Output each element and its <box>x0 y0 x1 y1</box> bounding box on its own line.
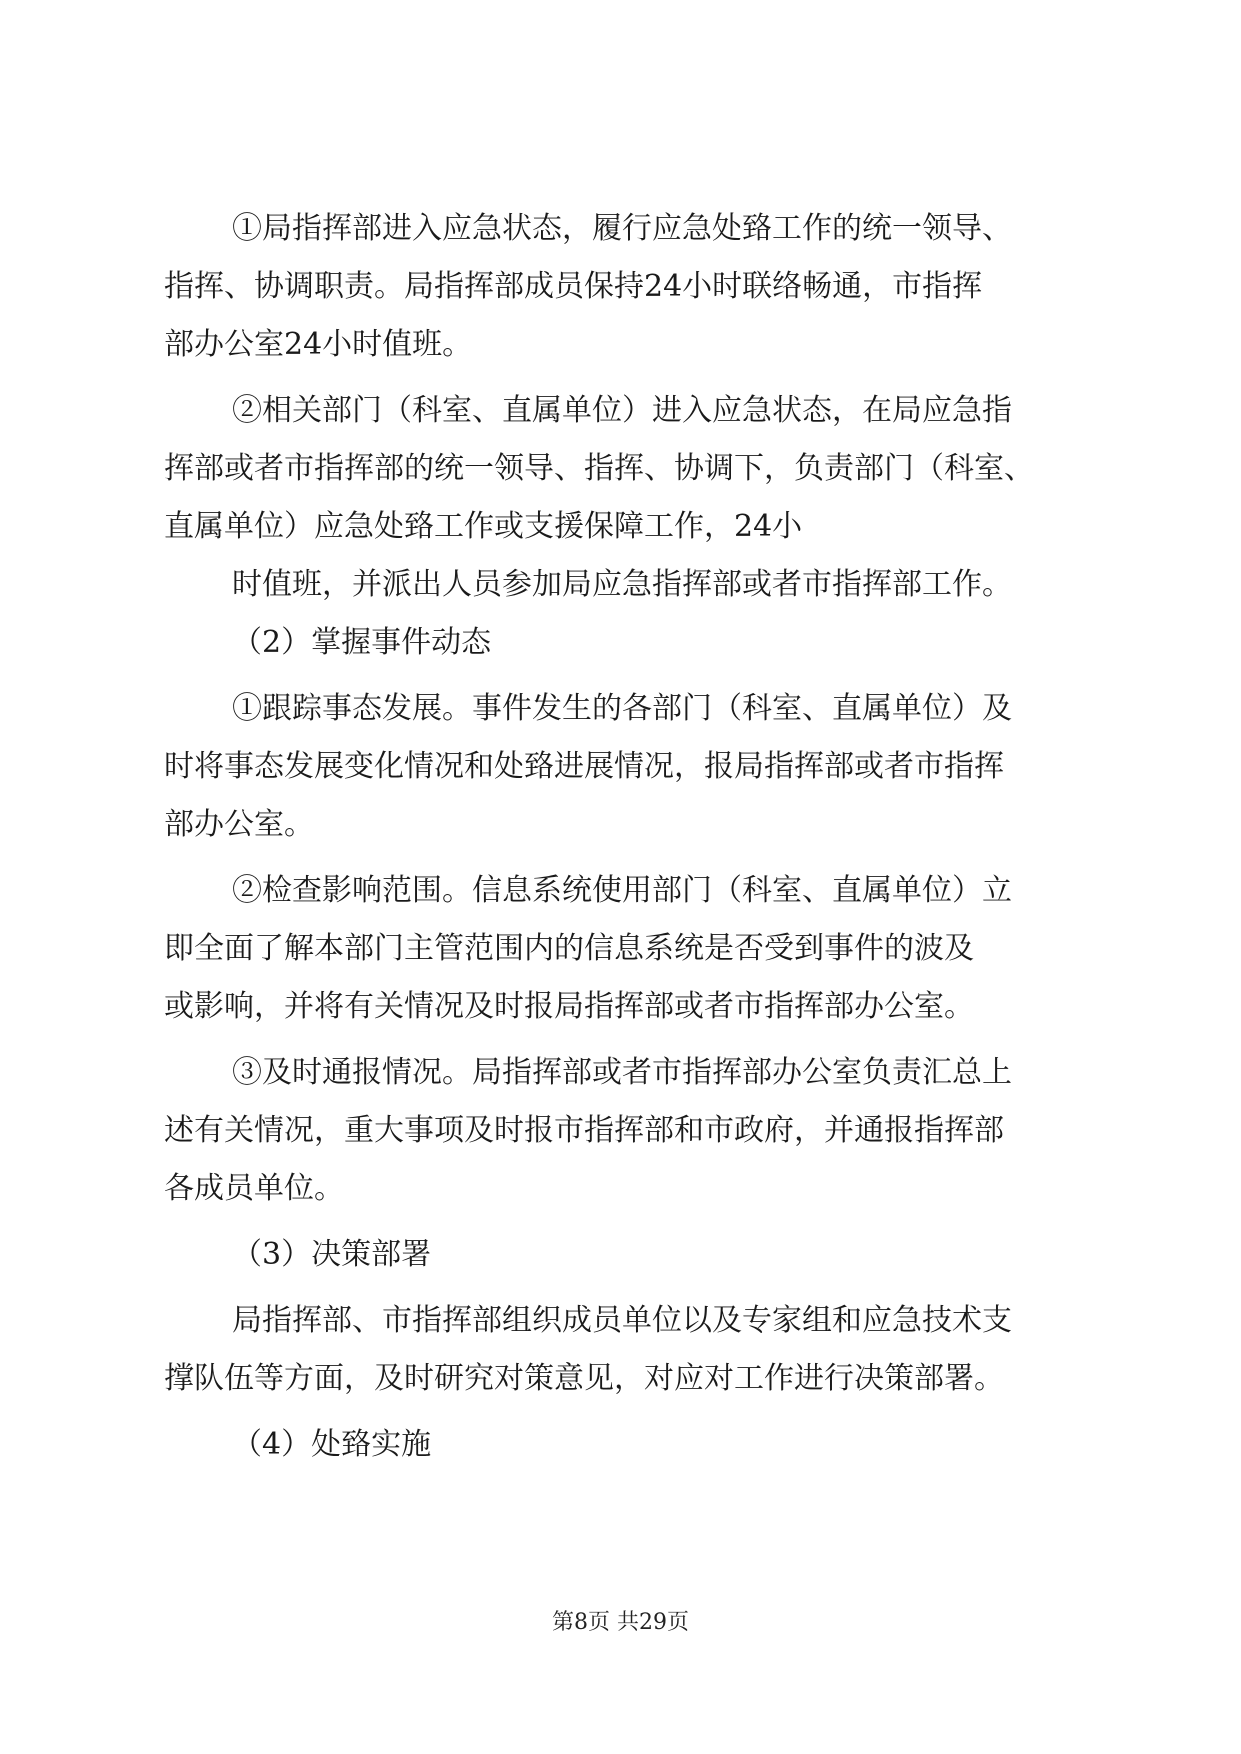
paragraph-5 <box>164 862 1084 1036</box>
text-line: 直属单位）应急处臵工作或支援保障工作，24小 <box>164 509 803 544</box>
text-line: 局指挥部、市指挥部组织成员单位以及专家组和应急技术支 <box>232 1303 1012 1338</box>
text-line: 即全面了解本部门主管范围内的信息系统是否受到事件的波及 <box>164 931 974 966</box>
paragraph-1 <box>164 200 1084 374</box>
section-heading: （3）决策部署 <box>232 1237 432 1272</box>
text-line: ①局指挥部进入应急状态，履行应急处臵工作的统一领导、 <box>232 211 1012 246</box>
section-heading-4 <box>164 1416 1084 1474</box>
paragraph-2 <box>164 382 1084 556</box>
section-heading-2 <box>164 614 1084 672</box>
text-line: 指挥、协调职责。局指挥部成员保持24小时联络畅通，市指挥 <box>164 269 983 304</box>
section-heading: （4）处臵实施 <box>232 1427 432 1462</box>
text-line: 撑队伍等方面，及时研究对策意见，对应对工作进行决策部署。 <box>164 1361 1004 1396</box>
text-line: ①跟踪事态发展。事件发生的各部门（科室、直属单位）及 <box>232 691 1012 726</box>
paragraph-3 <box>164 556 1084 614</box>
paragraph-4 <box>164 680 1084 854</box>
text-line: 或影响，并将有关情况及时报局指挥部或者市指挥部办公室。 <box>164 989 974 1024</box>
text-line: 部办公室。 <box>164 807 314 842</box>
text-line: 部办公室24小时值班。 <box>164 327 473 362</box>
document-body <box>164 200 1084 1474</box>
text-line: 挥部或者市指挥部的统一领导、指挥、协调下，负责部门（科室、 <box>164 451 1034 486</box>
text-line: 述有关情况，重大事项及时报市指挥部和市政府，并通报指挥部 <box>164 1113 1004 1148</box>
text-line: ②检查影响范围。信息系统使用部门（科室、直属单位）立 <box>232 873 1012 908</box>
section-heading-3 <box>164 1226 1084 1284</box>
text-line: 时值班，并派出人员参加局应急指挥部或者市指挥部工作。 <box>232 567 1012 602</box>
text-line: ③及时通报情况。局指挥部或者市指挥部办公室负责汇总上 <box>232 1055 1012 1090</box>
text-line: 各成员单位。 <box>164 1171 344 1206</box>
paragraph-7 <box>164 1292 1084 1408</box>
paragraph-6 <box>164 1044 1084 1218</box>
page-number-footer: 第8页 共29页 <box>552 1610 689 1635</box>
section-heading: （2）掌握事件动态 <box>232 625 492 660</box>
text-line: 时将事态发展变化情况和处臵进展情况，报局指挥部或者市指挥 <box>164 749 1004 784</box>
text-line: ②相关部门（科室、直属单位）进入应急状态，在局应急指 <box>232 393 1012 428</box>
